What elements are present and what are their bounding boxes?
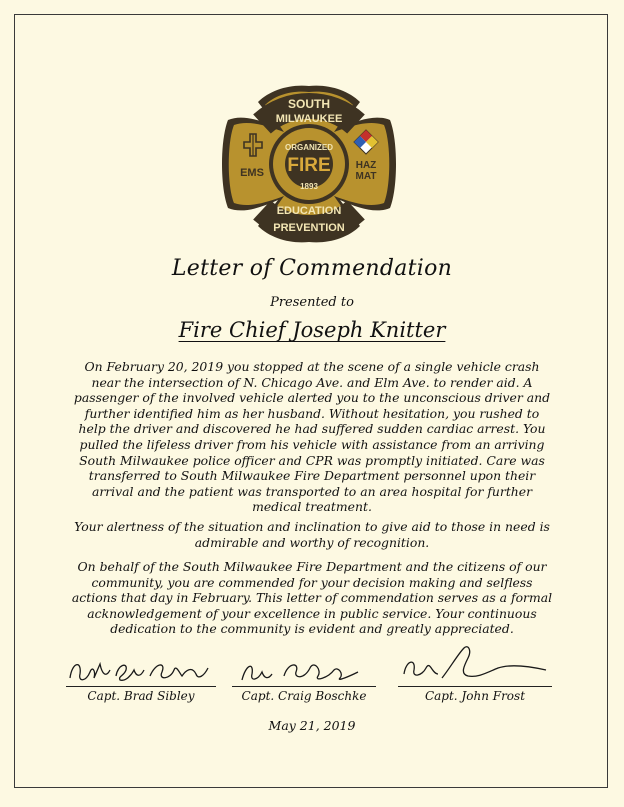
signer-name-sibley: Capt. Brad Sibley [87,689,195,703]
handwritten-signature-boschke [232,652,376,686]
logo-text-haz: HAZ [355,160,377,171]
body-paragraph-3: On behalf of the South Milwaukee Fire Department and the citizens of our community, you are commended for your decision making and selfless actions that day in February. This letter of commendation serves as a formal acknowledgement of your excellence in public service. Your continuous dedication to the community is evident and greatly appreciated. [71,559,553,637]
handwritten-signature-sibley [66,652,216,686]
logo-text-ems: EMS [240,167,264,179]
signature-block-frost [398,652,552,703]
logo-text-education: EDUCATION [276,205,342,217]
presented-to-label: Presented to [270,295,354,310]
fire-department-badge [218,80,400,248]
handwritten-signature-frost [398,652,552,686]
recipient-name: Fire Chief Joseph Knitter [178,318,446,342]
signature-block-boschke [232,652,376,703]
signature-line [398,686,552,687]
signer-name-frost: Capt. John Frost [424,689,526,703]
logo-text-south: SOUTH [288,97,330,111]
logo-text-organized: ORGANIZED [285,143,333,152]
signature-block-sibley [66,652,216,703]
logo-text-fire: FIRE [287,155,331,176]
body-paragraph-2: Your alertness of the situation and inclination to give aid to those in need is admirable and worthy of recognition. [74,519,550,550]
signature-line [232,686,376,687]
letter-date: May 21, 2019 [268,718,356,733]
logo-text-mat: MAT [355,171,377,182]
logo-text-year: 1893 [300,182,318,191]
logo-text-milwaukee: MILWAUKEE [275,113,343,125]
logo-text-prevention: PREVENTION [273,222,345,234]
body-paragraph-1: On February 20, 2019 you stopped at the scene of a single vehicle crash near the intersection of N. Chicago Ave. and Elm Ave. to render aid. A passenger of the involved vehicle alerted you to the unconscious driver and further identified him as her husband. Without hesitation, you rushed to help the driver and discovered he had suffered sudden cardiac arrest. You pulled the lifeless driver from his vehicle with assistance from an arriving South Milwaukee police officer and CPR was promptly initiated. Care was transferred to South Milwaukee Fire Department personnel upon their arrival and the patient was transported to an area hospital for further medical treatment. [73,359,551,515]
signature-line [66,686,216,687]
signer-name-boschke: Capt. Craig Boschke [241,689,367,703]
letter-title: Letter of Commendation [171,256,453,281]
